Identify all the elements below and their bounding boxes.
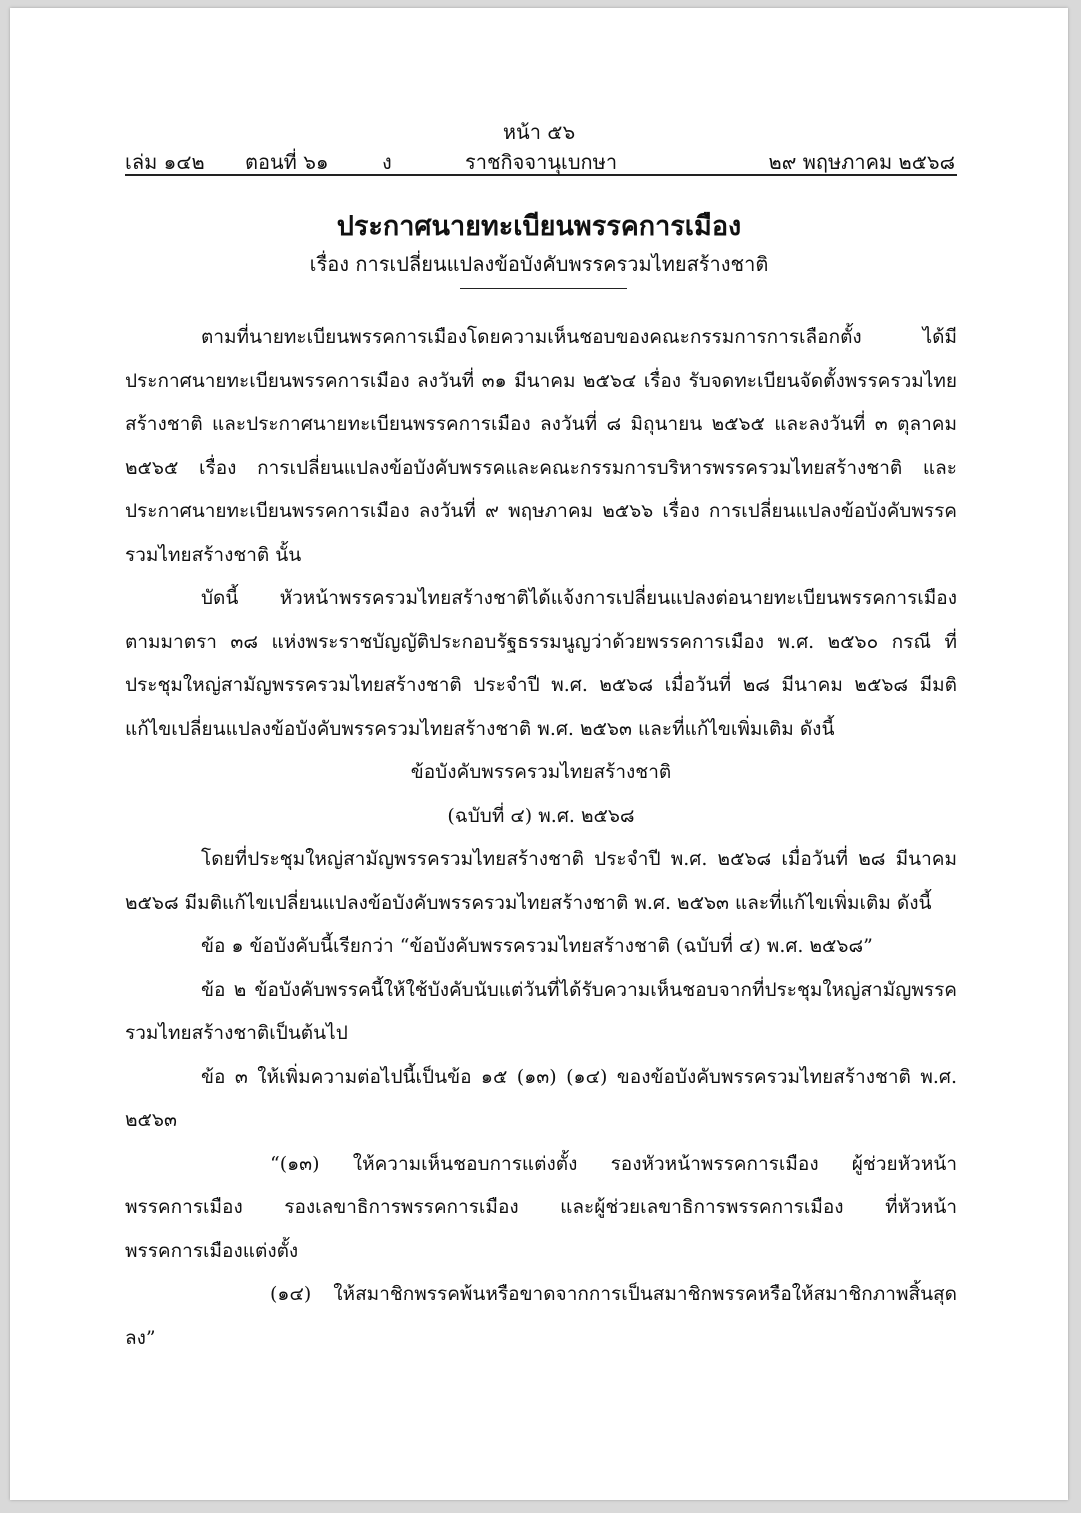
page-number: หน้า ๕๖ bbox=[502, 120, 576, 144]
announcement-body bbox=[125, 316, 957, 1360]
issue-number: ตอนที่ ๖๑ bbox=[245, 150, 329, 174]
publication-date: ๒๙ พฤษภาคม ๒๕๖๘ bbox=[768, 150, 955, 174]
title-divider bbox=[460, 288, 627, 289]
sub-clause-13: “(๑๓) ให้ความเห็นชอบการแต่งตั้ง รองหัวหน้าพรรคการเมือง ผู้ช่วยหัวหน้าพรรคการเมือง รองเลขาธิการพรรคการเมือง และผู้ช่วยเลขาธิการพรรคการเมือง ที่หัวหน้าพรรคการเมืองแต่งตั้ง bbox=[125, 1152, 957, 1262]
regulation-clause-2: ข้อ ๒ ข้อบังคับพรรคนี้ให้ใช้บังคับนับแต่วันที่ได้รับความเห็นชอบจากที่ประชุมใหญ่สามัญพรรครวมไทยสร้างชาติเป็นต้นไป bbox=[125, 978, 957, 1044]
regulation-clause-1: ข้อ ๑ ข้อบังคับนี้เรียกว่า “ข้อบังคับพรรครวมไทยสร้างชาติ (ฉบับที่ ๔) พ.ศ. ๒๕๖๘” bbox=[201, 935, 873, 957]
regulation-paragraph: โดยที่ประชุมใหญ่สามัญพรรครวมไทยสร้างชาติ ประจำปี พ.ศ. ๒๕๖๘ เมื่อวันที่ ๒๘ มีนาคม ๒๕๖๘ มีมติแก้ไขเปลี่ยนแปลงข้อบังคับพรรครวมไทยสร้างชาติ พ.ศ. ๒๕๖๓ และที่แก้ไขเพิ่มเติม ดังนี้ bbox=[125, 848, 957, 914]
gazette-name: ราชกิจจานุเบกษา bbox=[465, 150, 618, 174]
body-paragraph: บัดนี้ หัวหน้าพรรครวมไทยสร้างชาติได้แจ้งการเปลี่ยนแปลงต่อนายทะเบียนพรรคการเมือง ตามมาตรา ๓๘ แห่งพระราชบัญญัติประกอบรัฐธรรมนูญว่าด้วยพรรคการเมือง พ.ศ. ๒๕๖๐ กรณี ที่ประชุมใหญ่สามัญพรรครวมไทยสร้างชาติ ประจำปี พ.ศ. ๒๕๖๘ เมื่อวันที่ ๒๘ มีนาคม ๒๕๖๘ มีมติแก้ไขเปลี่ยนแปลงข้อบังคับพรรครวมไทยสร้างชาติ พ.ศ. ๒๕๖๓ และที่แก้ไขเพิ่มเติม ดังนี้ bbox=[125, 587, 957, 740]
announcement-title: ประกาศนายทะเบียนพรรคการเมือง bbox=[336, 211, 742, 242]
volume-number: เล่ม ๑๔๒ bbox=[125, 150, 205, 174]
gazette-page bbox=[10, 8, 1068, 1500]
regulation-edition: (ฉบับที่ ๔) พ.ศ. ๒๕๖๘ bbox=[447, 804, 635, 827]
section-letter: ง bbox=[382, 150, 392, 174]
sub-clause-14: (๑๔) ให้สมาชิกพรรคพ้นหรือขาดจากการเป็นสมาชิกพรรคหรือให้สมาชิกภาพสิ้นสุดลง” bbox=[125, 1283, 957, 1349]
body-paragraph: ตามที่นายทะเบียนพรรคการเมืองโดยความเห็นชอบของคณะกรรมการการเลือกตั้ง ได้มีประกาศนายทะเบียนพรรคการเมือง ลงวันที่ ๓๑ มีนาคม ๒๕๖๔ เรื่อง รับจดทะเบียนจัดตั้งพรรครวมไทยสร้างชาติ และประกาศนายทะเบียนพรรคการเมือง ลงวันที่ ๘ มิถุนายน ๒๕๖๕ และลงวันที่ ๓ ตุลาคม ๒๕๖๕ เรื่อง การเปลี่ยนแปลงข้อบังคับพรรคและคณะกรรมการบริหารพรรครวมไทยสร้างชาติ และประกาศนายทะเบียนพรรคการเมือง ลงวันที่ ๙ พฤษภาคม ๒๕๖๖ เรื่อง การเปลี่ยนแปลงข้อบังคับพรรครวมไทยสร้างชาติ นั้น bbox=[125, 326, 957, 566]
gazette-header bbox=[125, 146, 955, 174]
regulation-title: ข้อบังคับพรรครวมไทยสร้างชาติ bbox=[410, 761, 672, 783]
regulation-clause-3: ข้อ ๓ ให้เพิ่มความต่อไปนี้เป็นข้อ ๑๕ (๑๓) (๑๔) ของข้อบังคับพรรครวมไทยสร้างชาติ พ.ศ. ๒๕๖๓ bbox=[125, 1065, 957, 1131]
header-divider bbox=[125, 174, 957, 176]
announcement-subject: เรื่อง การเปลี่ยนแปลงข้อบังคับพรรครวมไทยสร้างชาติ bbox=[309, 252, 769, 276]
